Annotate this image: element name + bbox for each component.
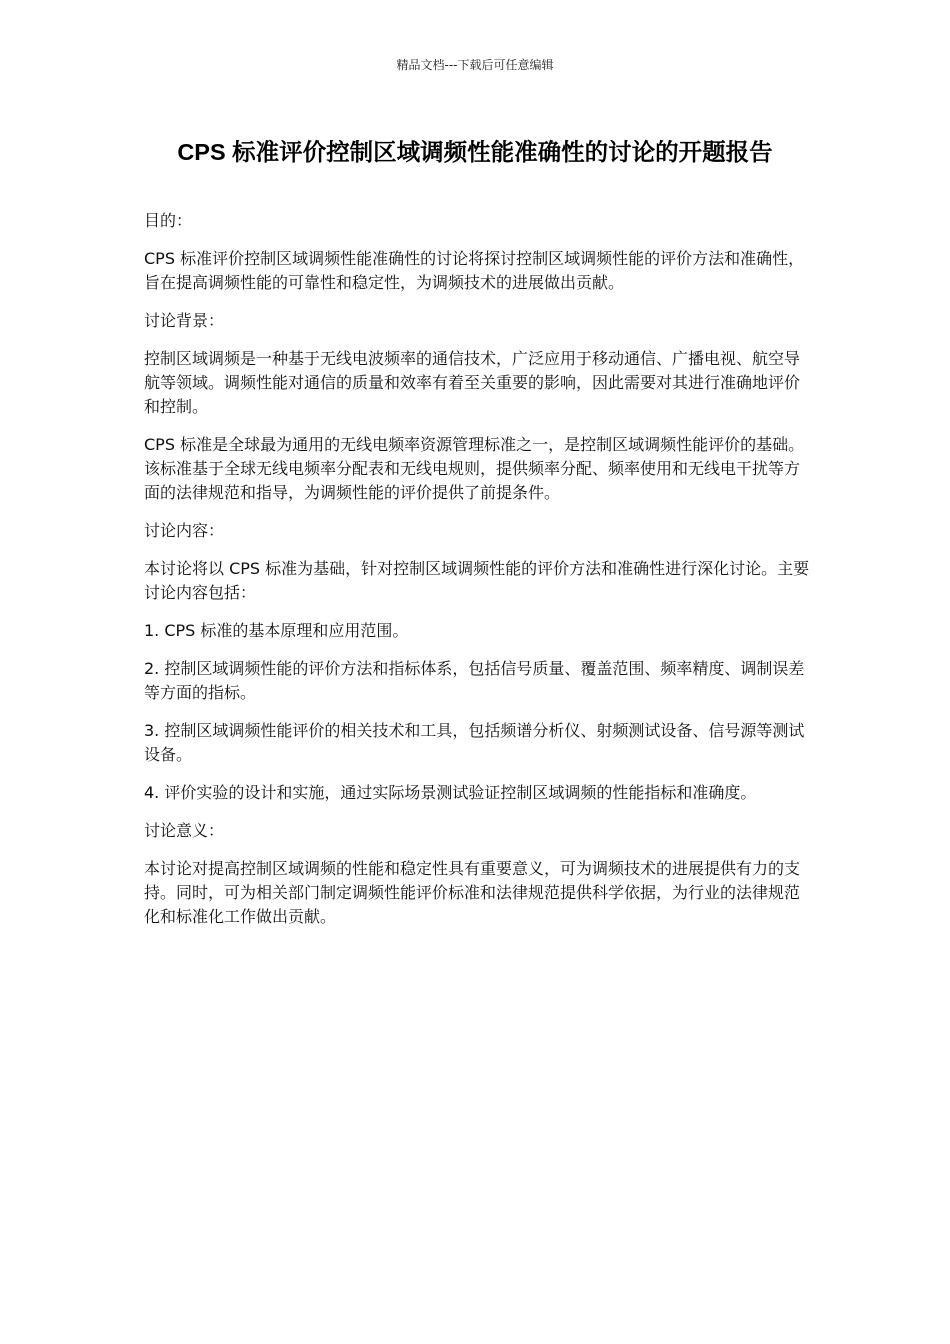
section-heading-content: 讨论内容：: [144, 521, 225, 540]
list-item-3: 3. 控制区域调频性能评价的相关技术和工具，包括频谱分析仪、射频测试设备、信号源等测试设备。: [144, 721, 805, 764]
list-item-1: 1. CPS 标准的基本原理和应用范围。: [144, 621, 409, 640]
document-title: CPS 标准评价控制区域调频性能准确性的讨论的开题报告: [177, 139, 773, 165]
paragraph-content-intro: 本讨论将以 CPS 标准为基础，针对控制区域调频性能的评价方法和准确性进行深化讨论。主要讨论内容包括：: [144, 559, 810, 602]
paragraph-significance: 本讨论对提高控制区域调频的性能和稳定性具有重要意义，可为调频技术的进展提供有力的支持。同时，可为相关部门制定调频性能评价标准和法律规范提供科学依据，为行业的法律规范化和标准化工作做出贡献。: [144, 859, 801, 926]
list-item-4: 4. 评价实验的设计和实施，通过实际场景测试验证控制区域调频的性能指标和准确度。: [144, 783, 757, 802]
list-item-2: 2. 控制区域调频性能的评价方法和指标体系，包括信号质量、覆盖范围、频率精度、调制误差等方面的指标。: [144, 659, 805, 702]
section-heading-purpose: 目的：: [144, 211, 193, 230]
section-heading-background: 讨论背景：: [144, 311, 225, 330]
section-heading-significance: 讨论意义：: [144, 821, 225, 840]
paragraph-background-2: CPS 标准是全球最为通用的无线电频率资源管理标准之一，是控制区域调频性能评价的基础。该标准基于全球无线电频率分配表和无线电规则，提供频率分配、频率使用和无线电干扰等方面的法律规范和指导，为调频性能的评价提供了前提条件。: [144, 435, 805, 502]
paragraph-background-1: 控制区域调频是一种基于无线电波频率的通信技术，广泛应用于移动通信、广播电视、航空导航等领域。调频性能对通信的质量和效率有着至关重要的影响，因此需要对其进行准确地评价和控制。: [144, 349, 801, 416]
paragraph-purpose: CPS 标准评价控制区域调频性能准确性的讨论将探讨控制区域调频性能的评价方法和准确性，旨在提高调频性能的可靠性和稳定性，为调频技术的进展做出贡献。: [144, 249, 805, 292]
header-note: 精品文档---下载后可任意编辑: [396, 58, 554, 72]
document-body: [144, 209, 814, 943]
